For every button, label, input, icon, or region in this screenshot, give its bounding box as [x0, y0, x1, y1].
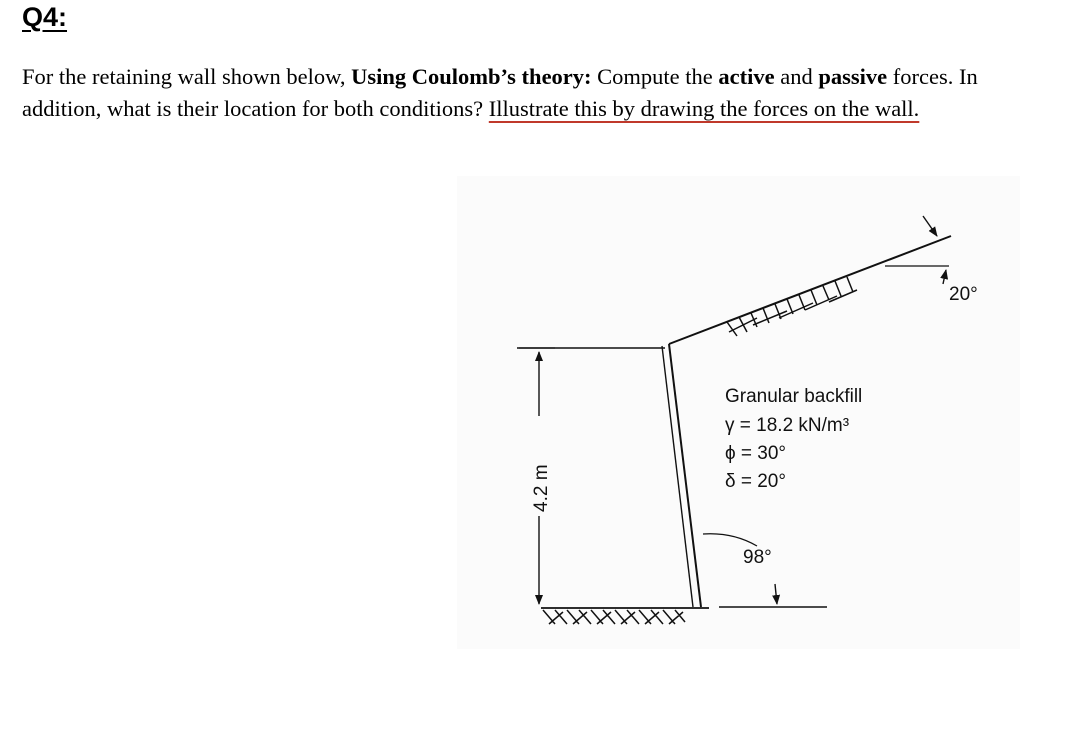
problem-text-2: Compute the [591, 64, 719, 89]
wall-front-face [662, 346, 693, 607]
problem-illustrate-instruction: Illustrate this by drawing the forces on the wall. [488, 96, 920, 121]
wall-angle-label: 98° [743, 547, 772, 568]
problem-text-1: For the retaining wall shown below, [22, 64, 352, 89]
slope-angle-label: 20° [949, 284, 978, 305]
problem-text-3: and [774, 64, 819, 89]
wall-friction-label: δ = 20° [725, 471, 786, 492]
retaining-wall-figure [457, 176, 1020, 649]
problem-active: active [718, 64, 775, 89]
height-dimension-label: 4.2 m [531, 464, 552, 512]
wall-back-face [669, 344, 701, 607]
backfill-type-label: Granular backfill [725, 386, 863, 407]
slope-angle-arrow-bottom [943, 270, 946, 284]
backfill-slope-line [669, 236, 951, 344]
friction-angle-label: ϕ = 30° [725, 443, 787, 464]
problem-passive: passive [818, 64, 888, 89]
problem-text-4: forces. In addition, what is their location for both conditions? [22, 64, 978, 121]
question-title: Q4: [22, 2, 68, 32]
problem-method: Using Coulomb’s theory: [351, 64, 592, 89]
wall-angle-arc [703, 534, 757, 546]
problem-statement [22, 61, 1052, 125]
slope-angle-arrow-top [923, 216, 937, 236]
unit-weight-label: γ = 18.2 kN/m³ [725, 415, 850, 436]
slope-hatching [727, 277, 857, 336]
wall-angle-arrow [775, 584, 777, 604]
retaining-wall-diagram [457, 176, 1020, 649]
base-hatching [543, 610, 685, 624]
